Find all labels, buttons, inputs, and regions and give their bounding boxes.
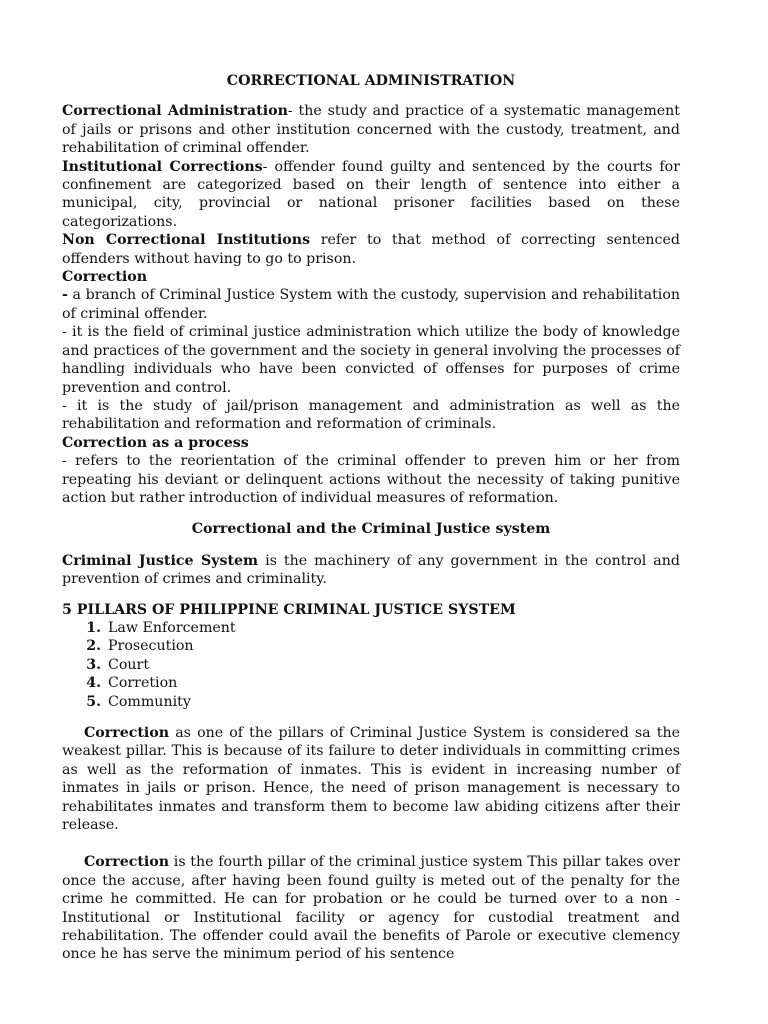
correction-process-heading: Correction as a process [62, 434, 249, 451]
paragraph-text: as one of the pillars of Criminal Justice System is considered sa the weakest pillar. This is because of its failure to deter individuals in committing crimes as well as the reformation of inmates. This is evident in increasing number of inmates in jails or prison. Hence, the need of prison management is necessary to rehabilitates inmates and transform them to become law abiding citizens after their release. [62, 725, 680, 834]
pillars-list [62, 619, 680, 711]
correction-heading: Correction [62, 269, 148, 286]
document-title: CORRECTIONAL ADMINISTRATION [226, 73, 516, 89]
paragraph-weakest-pillar [62, 724, 680, 834]
pillar-item: 4. Corretion [106, 674, 680, 692]
definition-term: Non Correctional Institutions [62, 232, 311, 249]
paragraph-text: is the fourth pillar of the criminal justice system This pillar takes over once the accuse, after having been found guilty is meted out of the penalty for the crime he committed. He can for probation or he could be turned over to a non - Institutional or Institutional facility or agency for custodial treatment and rehabilitation. The offender could avail the benefits of Parole or executive clemency once he has serve the minimum period of his sentence [62, 854, 680, 963]
correction-process-text: - refers to the reorientation of the criminal offender to preven him or her from repeating his deviant or delinquent actions without the necessity of taking punitive action but rather introduction of individual measures of reformation. [62, 453, 680, 506]
definition-term: Institutional Corrections [62, 158, 263, 175]
pillar-item: 3. Court [106, 656, 680, 674]
pillar-item: 1. Law Enforcement [106, 619, 680, 637]
paragraph-term: Correction [84, 854, 170, 871]
correction-line-1 [62, 286, 680, 323]
correction-line-3: - it is the study of jail/prison management and administration as well as the rehabilitation and reformation and reformation of criminals. [62, 397, 680, 433]
definition-institutional-corrections [62, 158, 680, 232]
definition-text: - the study and practice of a systematic management of jails or prisons and other institution concerned with the custody, treatment, and rehabilitation of criminal offender. [62, 103, 681, 157]
definition-correctional-administration [62, 102, 680, 157]
correction-dash: - [62, 287, 68, 304]
section-title: Correctional and the Criminal Justice system [191, 521, 551, 538]
pillar-item: 5. Community [106, 693, 680, 711]
pillars-heading: 5 PILLARS OF PHILIPPINE CRIMINAL JUSTICE SYSTEM [62, 601, 516, 618]
cjs-text: is the machinery of any government in the control and prevention of crimes and criminality. [62, 552, 680, 588]
correction-line-2: - it is the field of criminal justice administration which utilize the body of knowledge and practices of the government and the society in general involving the processes of handling individuals who have been convicted of offenses for purposes of crime prevention and control. [62, 324, 680, 396]
definition-term: Correctional Administration [62, 103, 288, 120]
definition-text: refer to that method of correcting sentenced offenders without having to go to prison. [62, 232, 680, 267]
pillar-item: 2. Prosecution [106, 637, 680, 655]
definition-non-correctional-institutions [62, 231, 680, 268]
correction-line-text: a branch of Criminal Justice System with the custody, supervision and rehabilitation of criminal offender. [62, 287, 680, 322]
cjs-term: Criminal Justice System [62, 552, 259, 569]
definition-text: - offender found guilty and sentenced by the courts for confinement are categorized based on their length of sentence into either a municipal, city, provincial or national prisoner facilities based on these categorizations. [62, 158, 680, 230]
paragraph-fourth-pillar [62, 853, 680, 963]
cjs-definition [62, 552, 680, 589]
paragraph-term: Correction [84, 725, 170, 741]
